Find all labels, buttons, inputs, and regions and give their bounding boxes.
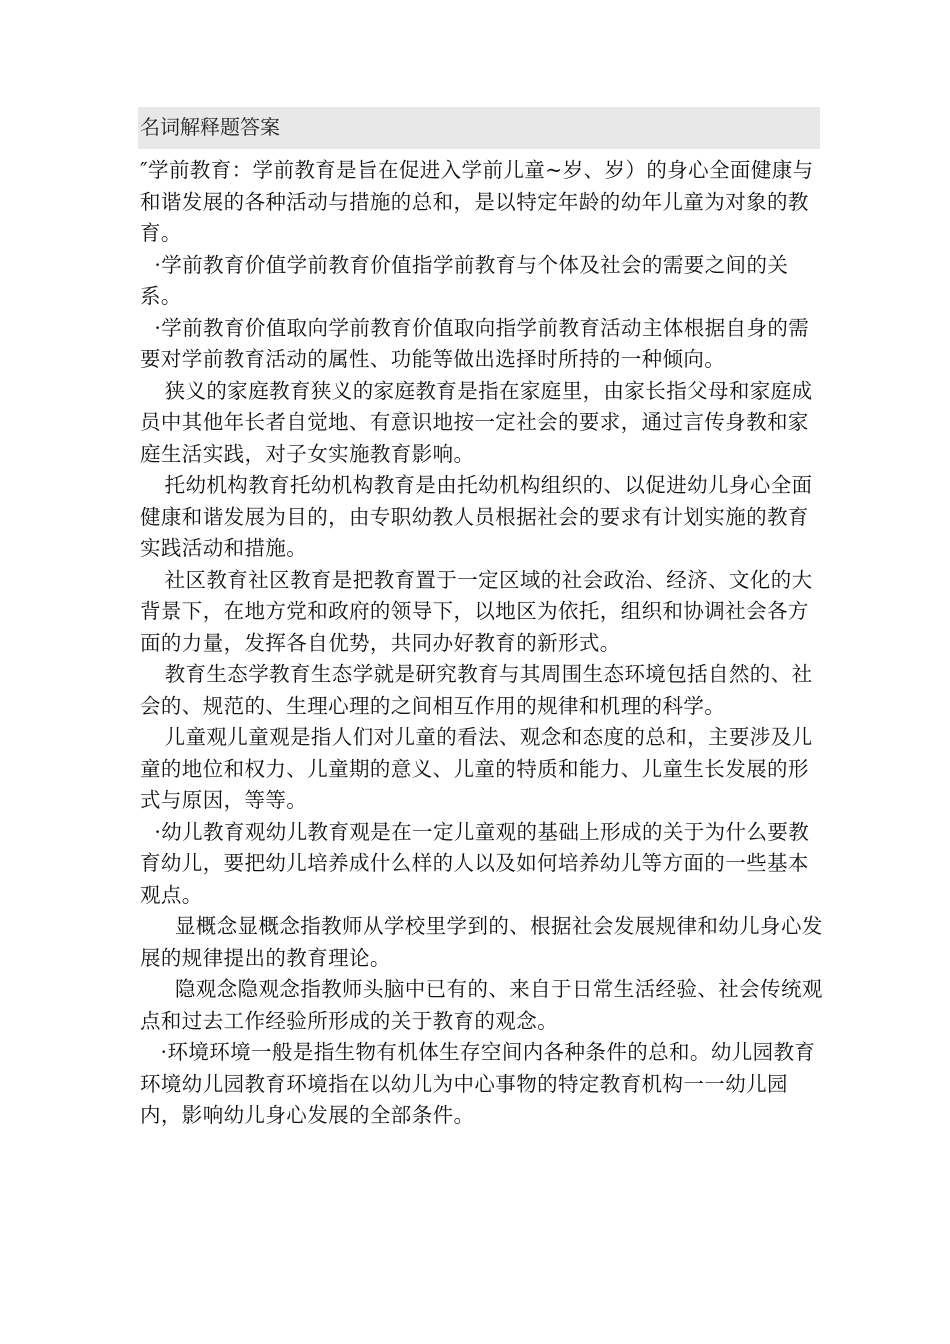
paragraph-nursery-education: 托幼机构教育托幼机构教育是由托幼机构组织的、以促进幼儿身心全面健康和谐发展为目的，由专职幼教人员根据社会的要求有计划实施的教育实践活动和措施。 (140, 473, 813, 560)
document-body (140, 155, 825, 1132)
paragraph-preschool-education: ″学前教育：学前教育是旨在促进入学前儿童~岁、岁）的身心全面健康与和谐发展的各种活动与措施的总和，是以特定年龄的幼年儿童为对象的教育。 (140, 158, 814, 245)
section-header (138, 107, 820, 149)
paragraph-early-education-view: ·幼儿教育观幼儿教育观是在一定儿童观的基础上形成的关于为什么要教育幼儿，要把幼儿培养成什么样的人以及如何培养幼儿等方面的一些基本观点。 (140, 819, 810, 907)
paragraph-value-orientation: ·学前教育价值取向学前教育价值取向指学前教育活动主体根据自身的需要对学前教育活动的属性、功能等做出选择时所持的一种倾向。 (140, 315, 810, 371)
paragraph-child-view: 儿童观儿童观是指人们对儿童的看法、观念和态度的总和，主要涉及儿童的地位和权力、儿童期的意义、儿童的特质和能力、儿童生长发展的形式与原因，等等。 (140, 725, 813, 812)
paragraph-education-ecology: 教育生态学教育生态学就是研究教育与其周围生态环境包括自然的、社会的、规范的、生理心理的之间相互作用的规律和机理的科学。 (140, 662, 813, 718)
paragraph-education-value: ·学前教育价值学前教育价值指学前教育与个体及社会的需要之间的关系。 (140, 252, 789, 308)
paragraph-environment: ·环境环境一般是指生物有机体生存空间内各种条件的总和。幼儿园教育环境幼儿园教育环境指在以幼儿为中心事物的特定教育机构一一幼儿园内，影响幼儿身心发展的全部条件。 (140, 1040, 816, 1127)
paragraph-explicit-concept: 显概念显概念指教师从学校里学到的、根据社会发展规律和幼儿身心发展的规律提出的教育理论。 (140, 914, 823, 970)
paragraph-community-education: 社区教育社区教育是把教育置于一定区域的社会政治、经济、文化的大背景下，在地方党和政府的领导下，以地区为依托，组织和协调社会各方面的力量，发挥各自优势，共同办好教育的新形式。 (140, 567, 813, 655)
paragraph-implicit-concept: 隐观念隐观念指教师头脑中已有的、来自于日常生活经验、社会传统观点和过去工作经验所形成的关于教育的观念。 (140, 977, 823, 1033)
section-title: 名词解释题答案 (140, 115, 280, 139)
paragraph-family-education: 狭义的家庭教育狭义的家庭教育是指在家庭里，由家长指父母和家庭成员中其他年长者自觉地、有意识地按一定社会的要求，通过言传身教和家庭生活实践，对子女实施教育影响。 (140, 378, 813, 466)
